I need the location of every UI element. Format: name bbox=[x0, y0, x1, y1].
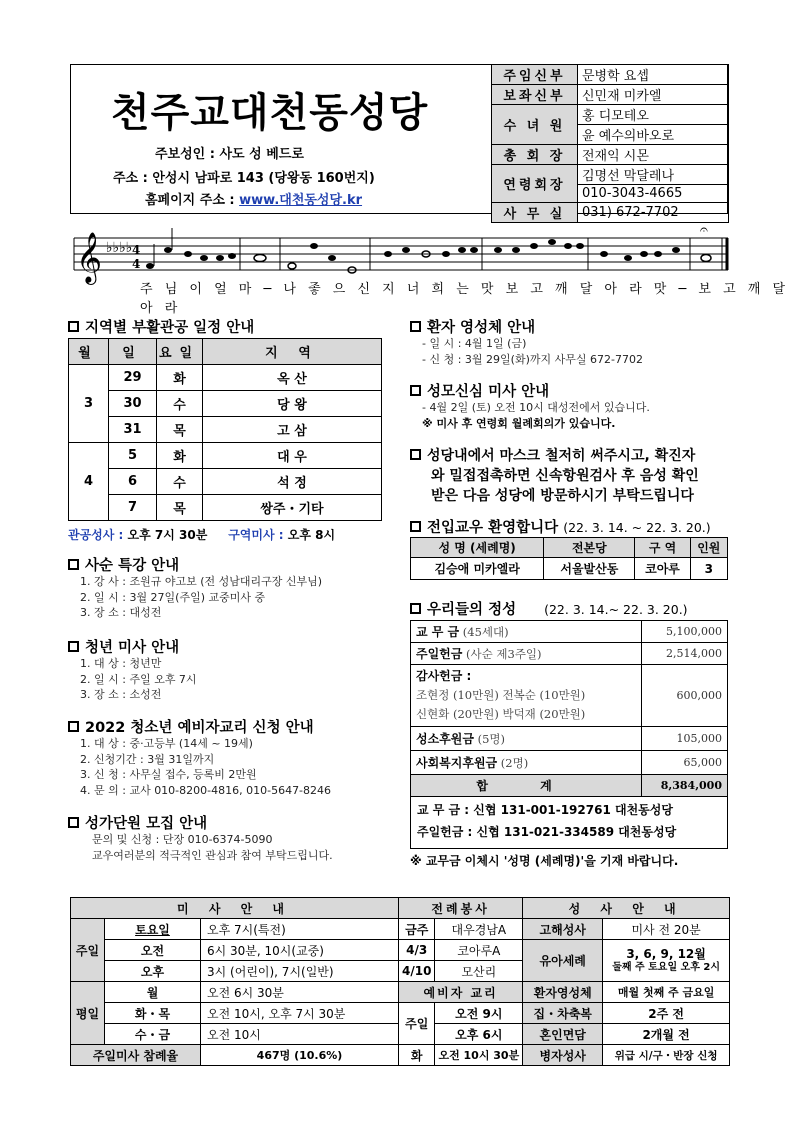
staff-role: 보좌신부 bbox=[492, 85, 578, 105]
square-bullet-icon bbox=[68, 559, 79, 570]
square-bullet-icon bbox=[68, 817, 79, 828]
lecture-details: 1. 강 사 : 조원규 야고보 (전 성남대리구장 신부님) 2. 일 시 : 3월 27일(주일) 교중미사 중 3. 장 소 : 대성전 bbox=[80, 575, 323, 619]
parish-title: 천주교대천동성당 bbox=[111, 90, 429, 136]
header-box bbox=[70, 64, 728, 222]
offering-table: 교 무 금 (45세대) 5,100,000 주일헌금 (사순 제3주일) 2,514,000 감사헌금 : 조현정 (10만원) 전복순 (10만원) 신현화 (20만원) 박덕재 (20만원) 600,000 성소후원금 (5명) 105,000 사회복지후원금 (2명) 65,000 합 계 8,384,000 bbox=[410, 620, 728, 797]
staff-role: 수 녀 원 bbox=[492, 105, 578, 145]
sunday-label: 주일 bbox=[71, 919, 105, 982]
liturgy-week: 4/3 bbox=[399, 940, 435, 961]
square-bullet-icon bbox=[410, 385, 421, 396]
region-header: 요일 bbox=[157, 339, 203, 365]
sacrament-time: 위급 시/구・반장 신청 bbox=[603, 1045, 730, 1066]
schedule-table: 미 사 안 내 전례봉사 성 사 안 내 주일 토요일 오후 7시(특전) 금주 대우경남A 고해성사 미사 전 20분 오전 6시 30분, 10시(교중) 4/3 코아루A 유아세례 3, 6, 9, 12월 둘째 주 토요일 오후 2시 오후 3시 (어린이), 7시(일반) 4/10 모산리 평일 월 오전 6시 30분 예비자 교리 환자영성체 매월 첫째 주 금요일 화・목 오전 10시, 오후 7시 30분 주일 오전 9시 집・차축복 2주 전 수・금 오전 10시 오후 6시 혼인면담 2개월 전 주일미사 참례율 467명 (10.6%) 화 오전 10시 30분 병자성사 위급 시/구・반장 신청 bbox=[70, 897, 730, 1066]
offering-amount: 5,100,000 bbox=[642, 621, 728, 643]
svg-text:4: 4 bbox=[132, 257, 141, 271]
offering-amount: 65,000 bbox=[642, 751, 728, 775]
mass-time: 6시 30분, 10시(교중) bbox=[201, 940, 399, 961]
square-bullet-icon bbox=[410, 321, 421, 332]
mass-slot: 오전 bbox=[105, 940, 201, 961]
gwangong-info: 관공성사 : 오후 7시 30분 구역미사 : 오후 8시 bbox=[68, 528, 336, 542]
liturgy-team: 대우경남A bbox=[435, 919, 523, 940]
region-weekday: 목 bbox=[157, 495, 203, 521]
staff-role: 총 회 장 bbox=[492, 145, 578, 165]
catechism-section-title: 2022 청소년 예비자교리 신청 안내 bbox=[68, 716, 314, 737]
newcomer-header: 전본당 bbox=[544, 538, 635, 558]
catechism-time: 오전 10시 30분 bbox=[435, 1045, 523, 1066]
sacrament-time: 2주 전 bbox=[603, 1003, 730, 1024]
offering-total: 8,384,000 bbox=[642, 775, 728, 797]
sacrament-name: 집・차축복 bbox=[523, 1003, 603, 1024]
address: 주소 : 안성시 남파로 143 (당왕동 160번지) bbox=[113, 171, 375, 186]
region-weekday: 수 bbox=[157, 469, 203, 495]
staff-name: 전재익 시몬 bbox=[578, 145, 729, 165]
region-day: 31 bbox=[109, 417, 157, 443]
sacrament-name: 혼인면담 bbox=[523, 1024, 603, 1045]
choir-details: 문의 및 신청 : 단장 010-6374-5090 교우여러분의 적극적인 관심과 참여 부탁드립니다. bbox=[92, 833, 333, 862]
region-month: 3 bbox=[69, 365, 109, 443]
lecture-section-title: 사순 특강 안내 bbox=[68, 554, 179, 575]
liturgy-week: 4/10 bbox=[399, 961, 435, 982]
staff-role: 주임신부 bbox=[492, 65, 578, 85]
square-bullet-icon bbox=[410, 449, 421, 460]
mass-time: 오전 10시, 오후 7시 30분 bbox=[201, 1003, 399, 1024]
newcomer-header: 구 역 bbox=[635, 538, 690, 558]
notes bbox=[146, 228, 711, 273]
youth-details: 1. 대 상 : 청년만 2. 일 시 : 주일 오후 7시 3. 장 소 : 소성전 bbox=[80, 657, 197, 701]
region-area: 쌍주・기타 bbox=[203, 495, 382, 521]
region-header: 일 bbox=[109, 339, 157, 365]
region-day: 5 bbox=[109, 443, 157, 469]
sacrament-name: 고해성사 bbox=[523, 919, 603, 940]
offering-amount: 600,000 bbox=[642, 665, 728, 727]
offering-section-title: 우리들의 정성 (22. 3. 14.~ 22. 3. 20.) bbox=[410, 598, 688, 619]
square-bullet-icon bbox=[410, 603, 421, 614]
mass-slot: 월 bbox=[105, 982, 201, 1003]
mary-mass-details: - 4월 2일 (토) 오전 10시 대성전에서 있습니다. ※ 미사 후 연령회 월례회의가 있습니다. bbox=[422, 401, 650, 430]
mass-header: 미 사 안 내 bbox=[71, 898, 399, 919]
region-area: 고 삼 bbox=[203, 417, 382, 443]
staff-phone: 010-3043-4665 bbox=[578, 185, 729, 203]
catechism-header: 예비자 교리 bbox=[399, 982, 523, 1003]
mass-time: 3시 (어린이), 7시(일반) bbox=[201, 961, 399, 982]
attendance-label: 주일미사 참례율 bbox=[71, 1045, 201, 1066]
newcomer-count: 3 bbox=[690, 558, 727, 580]
sacrament-time: 2개월 전 bbox=[603, 1024, 730, 1045]
region-area: 옥 산 bbox=[203, 365, 382, 391]
newcomer-table bbox=[410, 537, 728, 580]
transfer-note: ※ 교무금 이체시 '성명 (세례명)'을 기재 바랍니다. bbox=[410, 854, 679, 868]
treble-clef-icon: 𝄞 bbox=[76, 232, 103, 283]
newcomer-header: 인원 bbox=[690, 538, 727, 558]
liturgy-team: 모산리 bbox=[435, 961, 523, 982]
region-day: 7 bbox=[109, 495, 157, 521]
region-area: 대 우 bbox=[203, 443, 382, 469]
homepage-label: 홈페이지 주소 : bbox=[145, 193, 240, 208]
offering-amount: 105,000 bbox=[642, 727, 728, 751]
sacrament-name: 병자성사 bbox=[523, 1045, 603, 1066]
youth-section-title: 청년 미사 안내 bbox=[68, 636, 179, 657]
newcomer-section-title: 전입교우 환영합니다 (22. 3. 14. ~ 22. 3. 20.) bbox=[410, 516, 711, 537]
region-area: 당 왕 bbox=[203, 391, 382, 417]
region-section-title: 지역별 부활관공 일정 안내 bbox=[68, 316, 254, 337]
fermata-icon: 𝄐 bbox=[700, 222, 708, 238]
homepage-link[interactable]: www.대천동성당.kr bbox=[239, 193, 363, 208]
region-day: 30 bbox=[109, 391, 157, 417]
mass-time: 오전 6시 30분 bbox=[201, 982, 399, 1003]
catechism-time: 오후 6시 bbox=[435, 1024, 523, 1045]
square-bullet-icon bbox=[410, 521, 421, 532]
staff-name: 홍 디모테오 bbox=[578, 105, 729, 125]
staff-name: 신민재 미카엘 bbox=[578, 85, 729, 105]
time-signature: 4 bbox=[132, 243, 141, 257]
sacrament-time: 미사 전 20분 bbox=[603, 919, 730, 940]
newcomer-header: 성 명 (세례명) bbox=[411, 538, 544, 558]
region-table bbox=[68, 338, 382, 521]
sacrament-name: 환자영성체 bbox=[523, 982, 603, 1003]
catechism-day: 화 bbox=[399, 1045, 435, 1066]
staff-table bbox=[491, 64, 729, 223]
liturgy-week: 금주 bbox=[399, 919, 435, 940]
offering-amount: 2,514,000 bbox=[642, 643, 728, 665]
region-day: 29 bbox=[109, 365, 157, 391]
region-header: 월 bbox=[69, 339, 109, 365]
staff-name: 김명선 막달레나 bbox=[578, 165, 729, 185]
hymn-lyrics: 주 님 이 얼 마 ─ 나 좋 으 신 지 너 희 는 맛 보 고 깨 달 아 라 맛 ─ 보 고 깨 달 아 라 bbox=[140, 282, 787, 316]
region-month: 4 bbox=[69, 443, 109, 521]
mass-slot: 화・목 bbox=[105, 1003, 201, 1024]
sacrament-time: 매월 첫째 주 금요일 bbox=[603, 982, 730, 1003]
mass-time: 오후 7시(특전) bbox=[201, 919, 399, 940]
offering-total-label: 합 계 bbox=[411, 775, 642, 797]
square-bullet-icon bbox=[68, 721, 79, 732]
catechism-day: 주일 bbox=[399, 1003, 435, 1045]
mary-mass-note: ※ 미사 후 연령회 월례회의가 있습니다. bbox=[422, 416, 616, 430]
newcomer-name: 김승애 미카엘라 bbox=[411, 558, 544, 580]
attendance-value: 467명 (10.6%) bbox=[201, 1045, 399, 1066]
newcomer-district: 코아루 bbox=[635, 558, 690, 580]
mass-slot: 오후 bbox=[105, 961, 201, 982]
key-signature-icon: ♭♭♭♭ bbox=[106, 240, 133, 256]
mass-slot: 토요일 bbox=[105, 919, 201, 940]
catechism-time: 오전 9시 bbox=[435, 1003, 523, 1024]
region-area: 석 정 bbox=[203, 469, 382, 495]
region-day: 6 bbox=[109, 469, 157, 495]
sacrament-name: 유아세례 bbox=[523, 940, 603, 982]
choir-section-title: 성가단원 모집 안내 bbox=[68, 812, 207, 833]
catechism-details: 1. 대 상 : 중·고등부 (14세 ~ 19세) 2. 신청기간 : 3월 31일까지 3. 신 청 : 사무실 접수, 등록비 2만원 4. 문 의 : 교사 010-8200-4816, 010-5647-8246 bbox=[80, 737, 332, 797]
staff-name: 문병학 요셉 bbox=[578, 65, 729, 85]
sick-communion-details: - 일 시 : 4월 1일 (금) - 신 청 : 3월 29일(화)까지 사무실 672-7702 bbox=[422, 337, 643, 366]
region-weekday: 목 bbox=[157, 417, 203, 443]
homepage bbox=[145, 189, 362, 208]
square-bullet-icon bbox=[68, 641, 79, 652]
staff-role: 연령회장 bbox=[492, 165, 578, 203]
region-weekday: 수 bbox=[157, 391, 203, 417]
region-weekday: 화 bbox=[157, 443, 203, 469]
mary-mass-title: 성모신심 미사 안내 bbox=[410, 380, 549, 401]
bank-accounts: 교 무 금 : 신협 131-001-192761 대천동성당 주일헌금 : 신협 131-021-334589 대천동성당 bbox=[410, 793, 728, 849]
staff-name: 031) 672-7702 bbox=[578, 203, 729, 223]
mask-notice: 성당내에서 마스크 철저히 써주시고, 확진자 와 밀접접촉하면 신속항원검사 후 음성 확인 받은 다음 성당에 방문하시기 부탁드립니다 bbox=[410, 446, 699, 506]
sacrament-header: 성 사 안 내 bbox=[523, 898, 730, 919]
region-header: 지 역 bbox=[203, 339, 382, 365]
liturgy-team: 코아루A bbox=[435, 940, 523, 961]
sick-communion-title: 환자 영성체 안내 bbox=[410, 316, 535, 337]
staff-name: 윤 예수의바오로 bbox=[578, 125, 729, 145]
weekday-label: 평일 bbox=[71, 982, 105, 1045]
patron-saint: 주보성인 : 사도 성 베드로 bbox=[155, 147, 304, 162]
region-weekday: 화 bbox=[157, 365, 203, 391]
square-bullet-icon bbox=[68, 321, 79, 332]
staff-role: 사 무 실 bbox=[492, 203, 578, 223]
mass-slot: 수・금 bbox=[105, 1024, 201, 1045]
liturgy-header: 전례봉사 bbox=[399, 898, 523, 919]
newcomer-parish: 서울발산동 bbox=[544, 558, 635, 580]
mass-time: 오전 10시 bbox=[201, 1024, 399, 1045]
